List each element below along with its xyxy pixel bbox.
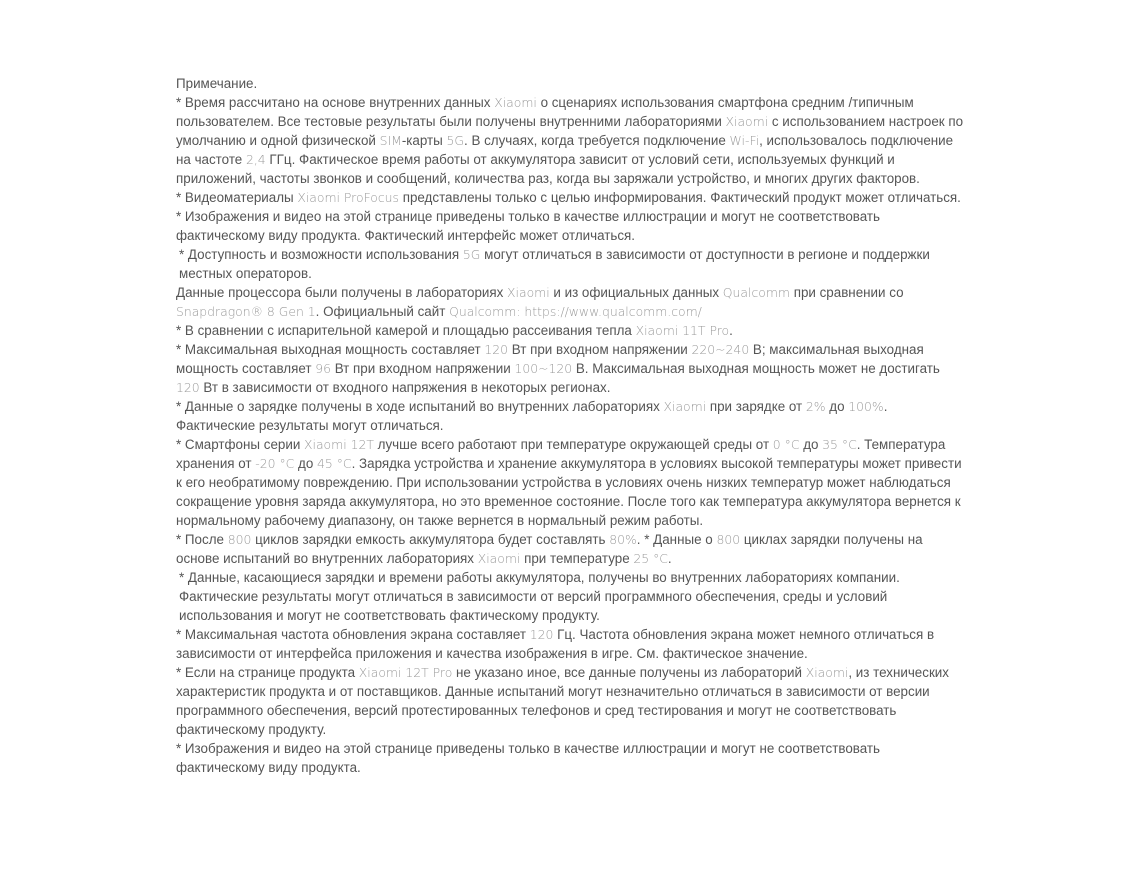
note-text: не указано иное, все данные получены из лабораторий bbox=[452, 665, 806, 680]
note-highlight: 120 bbox=[176, 380, 200, 395]
note-battery-time bbox=[176, 93, 966, 188]
note-text: и из официальных данных bbox=[549, 285, 723, 300]
note-text: . * Данные о bbox=[636, 532, 717, 547]
note-highlight: Qualcomm: https://www.qualcomm.com/ bbox=[449, 304, 702, 319]
note-text: могут отличаться в зависимости от доступности в регионе и поддержки местных операторов. bbox=[179, 247, 930, 281]
note-text: * Изображения и видео на этой странице приведены только в качестве иллюстрации и могут не соответствовать фактическому виду продукта. Фактический интерфейс может отличаться. bbox=[176, 209, 881, 243]
note-highlight: 45 °C bbox=[317, 456, 352, 471]
note-highlight: Xiaomi bbox=[477, 551, 521, 566]
note-highlight: 5G bbox=[446, 133, 465, 148]
note-text: лучше всего работают при температуре окружающей среды от bbox=[373, 437, 773, 452]
note-text: * Если на странице продукта bbox=[176, 665, 359, 680]
note-battery-lab bbox=[176, 568, 966, 625]
note-highlight: Xiaomi bbox=[663, 399, 707, 414]
note-highlight: 2,4 bbox=[245, 152, 266, 167]
note-text: * Данные о зарядке получены в ходе испытаний во внутренних лабораториях bbox=[176, 399, 664, 414]
note-text: до bbox=[825, 399, 849, 414]
note-images-illustration-2 bbox=[176, 739, 966, 777]
note-highlight: 35 °C bbox=[822, 437, 857, 452]
note-text: Вт при входном напряжении bbox=[508, 342, 692, 357]
note-text: * Видеоматериалы bbox=[176, 190, 298, 205]
note-highlight: Xiaomi 12T bbox=[304, 437, 374, 452]
note-processor-data bbox=[176, 283, 966, 321]
note-text: . Зарядка устройства и хранение аккумулятора в условиях высокой температуры может привести к его необратимому повреждению. При использовании устройства в условиях очень низких температур может наблюдаться сокращение уровня заряда аккумулятора, но это временное состояние. После того как температура аккумулятора вернется к нормальному рабочему диапазону, он также вернется в нормальный режим работы. bbox=[176, 456, 962, 528]
note-highlight: 800 bbox=[227, 532, 252, 547]
note-highlight: Xiaomi bbox=[725, 114, 769, 129]
note-text: . bbox=[729, 323, 733, 338]
note-images-illustration bbox=[176, 207, 966, 245]
note-highlight: 80% bbox=[609, 532, 637, 547]
note-highlight: 100~120 bbox=[514, 361, 573, 376]
note-data-sources bbox=[176, 663, 966, 739]
note-highlight: 220~240 bbox=[691, 342, 750, 357]
note-text: * В сравнении с испарительной камерой и площадью рассеивания тепла bbox=[176, 323, 636, 338]
note-highlight: -20 °C bbox=[255, 456, 295, 471]
note-text: * Максимальная частота обновления экрана составляет bbox=[176, 627, 530, 642]
note-text: , использовалось подключение на частоте bbox=[176, 133, 954, 167]
note-text: . Официальный сайт bbox=[315, 304, 450, 319]
note-highlight: 800 bbox=[716, 532, 741, 547]
note-text: Вт при входном напряжении bbox=[330, 361, 515, 376]
note-text: . Температура хранения от bbox=[176, 437, 946, 471]
note-text: * Изображения и видео на этой странице приведены только в качестве иллюстрации и могут не соответствовать фактическому виду продукта. bbox=[176, 741, 881, 775]
note-text: Вт в зависимости от входного напряжения в некоторых регионах. bbox=[199, 380, 611, 395]
note-text: * После bbox=[176, 532, 228, 547]
note-text: * Доступность и возможности использования bbox=[179, 247, 463, 262]
note-highlight: Xiaomi bbox=[805, 665, 849, 680]
note-text: * Смартфоны серии bbox=[176, 437, 305, 452]
note-text: * Максимальная выходная мощность составляет bbox=[176, 342, 485, 357]
note-text: о сценариях использования смартфона средним /типичным пользователем. Все тестовые результаты были получены внутренними лабораториями bbox=[176, 95, 914, 129]
footnotes-block bbox=[176, 74, 966, 777]
note-text: циклов зарядки емкость аккумулятора будет составлять bbox=[251, 532, 610, 547]
note-highlight: 5G bbox=[462, 247, 481, 262]
note-refresh-rate bbox=[176, 625, 966, 663]
note-text: -карты bbox=[401, 133, 447, 148]
note-battery-cycles bbox=[176, 530, 966, 568]
note-text: при зарядке от bbox=[706, 399, 806, 414]
note-text: представлены только с целью информирования. Фактический продукт может отличаться. bbox=[398, 190, 961, 205]
note-text: ГГц. Фактическое время работы от аккумулятора зависит от условий сети, используемых функций и приложений, частоты звонков и сообщений, количества раз, когда вы заряжали устройство, и многих других факторов. bbox=[176, 152, 920, 186]
note-highlight: Qualcomm bbox=[722, 285, 790, 300]
note-text: В. Максимальная выходная мощность может не достигать bbox=[572, 361, 940, 376]
note-text: Данные процессора были получены в лабораториях bbox=[176, 285, 508, 300]
note-text: * Время рассчитано на основе внутренних данных bbox=[176, 95, 495, 110]
note-text: с использованием настроек по умолчанию и одной физической bbox=[176, 114, 964, 148]
note-highlight: SIM bbox=[379, 133, 402, 148]
note-highlight: Snapdragon® 8 Gen 1 bbox=[176, 304, 316, 319]
note-highlight: Wi-Fi bbox=[729, 133, 760, 148]
notes-title: Примечание. bbox=[176, 76, 258, 91]
note-highlight: Xiaomi ProFocus bbox=[297, 190, 399, 205]
note-highlight: Xiaomi bbox=[494, 95, 537, 110]
note-video-materials bbox=[176, 188, 966, 207]
note-temperature bbox=[176, 435, 966, 530]
note-text: при сравнении со bbox=[789, 285, 904, 300]
note-highlight: 2% bbox=[805, 399, 826, 414]
note-text: циклах зарядки получены на основе испытаний во внутренних лабораториях bbox=[176, 532, 923, 566]
note-text: при температуре bbox=[520, 551, 634, 566]
note-highlight: Xiaomi 12T Pro bbox=[358, 665, 453, 680]
note-highlight: 100% bbox=[848, 399, 884, 414]
note-text: до bbox=[799, 437, 823, 452]
note-vapor-chamber bbox=[176, 321, 966, 340]
note-text: В; максимальная выходная мощность составляет bbox=[176, 342, 924, 376]
note-text: Гц. Частота обновления экрана может немного отличаться в зависимости от интерфейса приложения и качества изображения в игре. См. фактическое значение. bbox=[176, 627, 935, 661]
note-output-power bbox=[176, 340, 966, 397]
note-text: . В случаях, когда требуется подключение bbox=[464, 133, 730, 148]
note-highlight: Xiaomi bbox=[507, 285, 550, 300]
note-text: * Данные, касающиеся зарядки и времени работы аккумулятора, получены во внутренних лабораториях компании. Фактические результаты могут отличаться в зависимости от версий программного обеспечения, среды и условий использования и могут не соответствовать фактическому продукту. bbox=[179, 570, 900, 623]
note-highlight: 96 bbox=[315, 361, 331, 376]
note-highlight: 120 bbox=[529, 627, 554, 642]
note-highlight: Xiaomi 11T Pro bbox=[635, 323, 730, 338]
note-highlight: 0 °C bbox=[772, 437, 800, 452]
note-text: до bbox=[294, 456, 318, 471]
note-5g-availability bbox=[176, 245, 966, 283]
note-text: . bbox=[667, 551, 672, 566]
note-text: . Фактические результаты могут отличаться. bbox=[176, 399, 888, 433]
note-highlight: 120 bbox=[484, 342, 509, 357]
note-highlight: 25 °C bbox=[633, 551, 668, 566]
note-text: , из технических характеристик продукта и от поставщиков. Данные испытаний могут незначительно отличаться в зависимости от версии программного обеспечения, версий протестированных телефонов и сред тестирования и могут не соответствовать фактическому продукту. bbox=[176, 665, 949, 737]
note-charging-data bbox=[176, 397, 966, 435]
